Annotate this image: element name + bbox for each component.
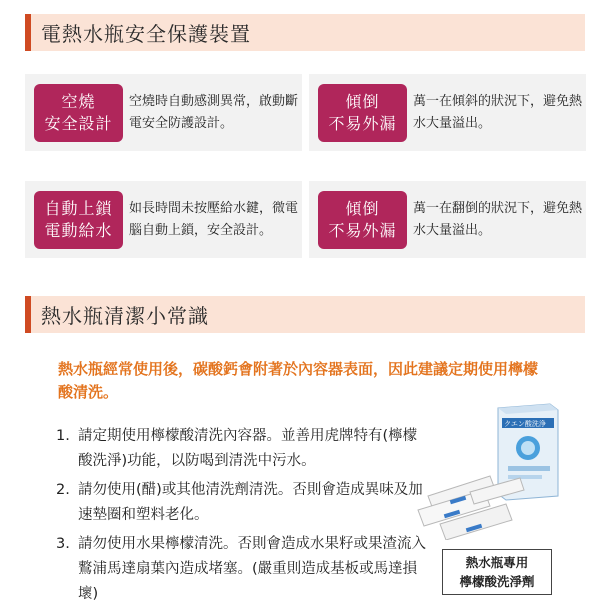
feature-badge (318, 84, 407, 142)
cleaning-intro: 熱水瓶經常使用後，碳酸鈣會附著於內容器表面，因此建議定期使用檸檬酸清洗。 (58, 360, 539, 401)
section-title-safety: 電熱水瓶安全保護裝置 (41, 22, 251, 46)
section-header-safety (25, 14, 585, 51)
badge-line2: 不易外漏 (328, 113, 397, 133)
feature-card-auto-lock (25, 181, 302, 258)
feature-description: 如長時間未按壓給水鍵，微電腦自動上鎖，安全設計。 (129, 200, 299, 238)
header-accent-bar (25, 296, 31, 333)
caption-line1: 熱水瓶專用 (465, 555, 529, 570)
product-box-label: クエン酸洗浄 (504, 420, 546, 428)
list-item (56, 532, 426, 603)
feature-card-empty-heating (25, 74, 302, 151)
step-text: 請定期使用檸檬酸清洗內容器。並善用虎牌特有(檸檬酸洗淨)功能，以防喝到清洗中污水。 (78, 428, 418, 469)
badge-line1: 自動上鎖 (44, 198, 113, 218)
step-text: 請勿使用水果檸檬清洗。否則會造成水果籽或果渣流入鷘浦馬達扇葉內造成堵塞。(嚴重則造成基板或馬達損壞) (78, 536, 426, 602)
feature-description: 萬一在傾斜的狀況下，避免熱水大量溢出。 (413, 93, 583, 131)
badge-line2: 電動給水 (44, 220, 113, 240)
step-number: 1. (56, 428, 70, 444)
product-caption (442, 549, 552, 595)
badge-line2: 安全設計 (44, 113, 113, 133)
feature-card-tip-over (309, 181, 586, 258)
citric-acid-product-image (410, 400, 565, 540)
cleaning-steps-list (56, 424, 426, 603)
feature-badge (318, 191, 407, 249)
list-item (56, 424, 426, 474)
feature-description: 萬一在翻倒的狀況下，避免熱水大量溢出。 (413, 200, 583, 238)
feature-description: 空燒時自動感測異常，啟動斷電安全防護設計。 (129, 93, 299, 131)
header-accent-bar (25, 14, 31, 51)
feature-card-tilt (309, 74, 586, 151)
step-number: 2. (56, 482, 70, 498)
feature-badge (34, 191, 123, 249)
caption-line2: 檸檬酸洗淨劑 (459, 574, 535, 589)
badge-line2: 不易外漏 (328, 220, 397, 240)
section-title-cleaning: 熱水瓶清潔小常識 (41, 304, 209, 328)
step-number: 3. (56, 536, 70, 552)
badge-line1: 空燒 (61, 91, 96, 111)
step-text: 請勿使用(醋)或其他清洗劑清洗。否則會造成異味及加速墊圈和塑料老化。 (78, 482, 423, 523)
badge-line1: 傾倒 (345, 198, 380, 218)
feature-badge (34, 84, 123, 142)
badge-line1: 傾倒 (345, 91, 380, 111)
list-item (56, 478, 426, 528)
product-sachets (418, 476, 524, 540)
section-header-cleaning (25, 296, 585, 333)
